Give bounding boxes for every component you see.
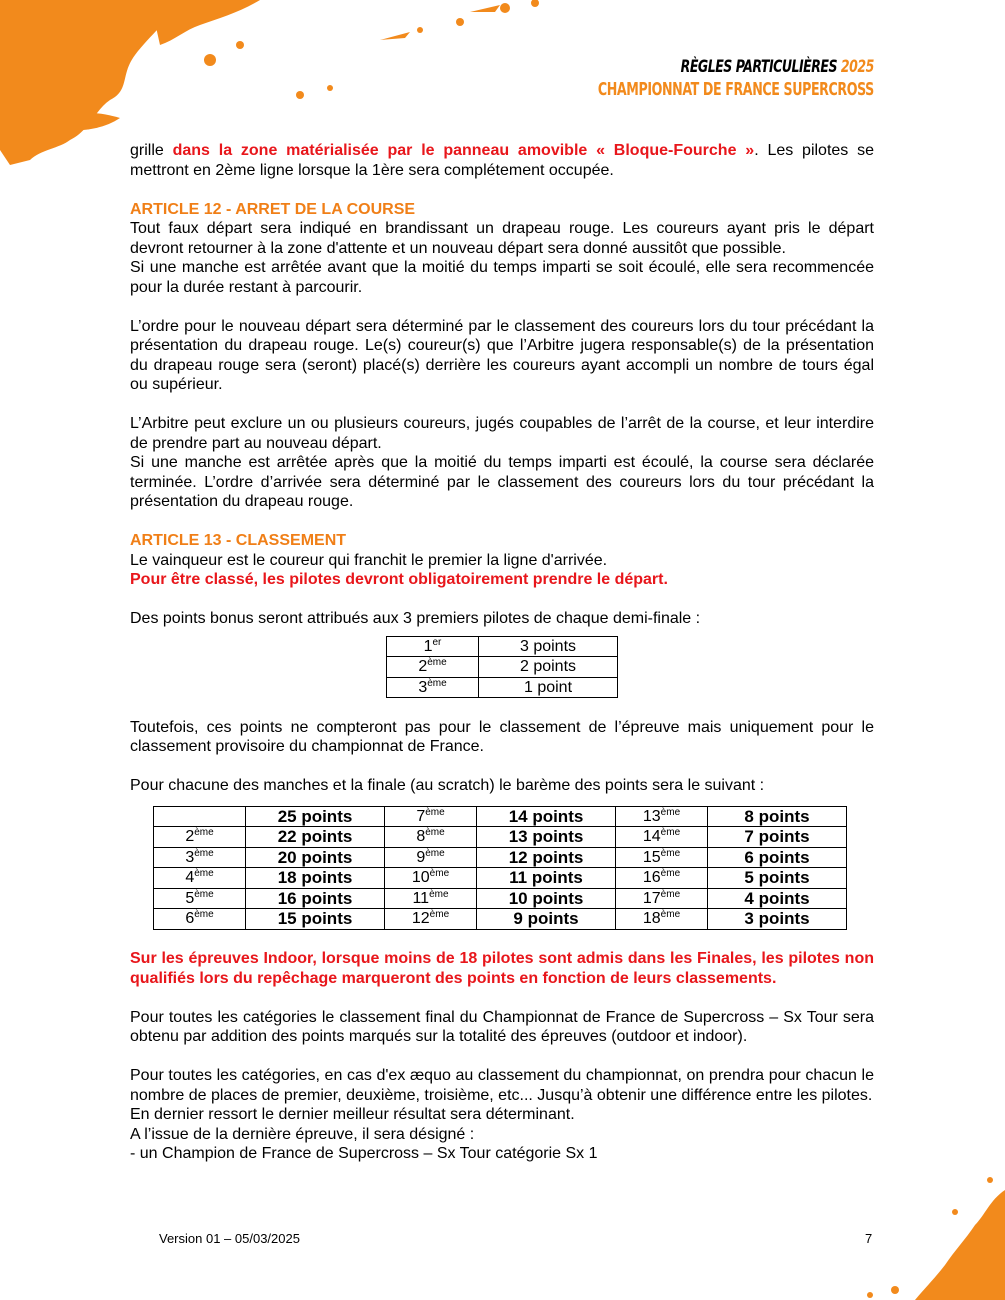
article-13-designation: A l’issue de la dernière épreuve, il sera désigné : [130,1125,475,1143]
points-cell: 18 points [246,868,385,889]
points-cell: 2 points [479,657,618,678]
article-12-paragraph-5: Si une manche est arrêtée après que la moitié du temps imparti est écoulé, la course sera déclarée terminée. L’ordre d’arrivée sera déterminé par le classement des coureurs lors du tour précédant la présentation du drapeau rouge. [130,454,874,510]
position-cell: 12ème [385,909,477,930]
points-cell: 14 points [477,806,616,827]
table-row [154,806,847,827]
article-12-title: ARTICLE 12 - ARRET DE LA COURSE [130,200,416,218]
position-cell: 5ème [154,888,246,909]
article-12-paragraph-3: L’ordre pour le nouveau départ sera déterminé par le classement des coureurs lors du tour précédant la présentation du drapeau rouge. Le(s) coureur(s) que l’Arbitre jugera responsable(s) de la présentation du drapeau rouge sera (seront) placé(s) derrière les coureurs ayant accompli un nombre de tours égal ou supérieur. [130,317,874,393]
position-cell: 7ème [385,806,477,827]
document-body [130,141,874,1164]
document-header [520,56,874,102]
article-12-paragraph-4: L’Arbitre peut exclure un ou plusieurs coureurs, jugés coupables de l’arrêt de la course, et leur interdire de prendre part au nouveau départ. [130,415,874,452]
position-cell: 15ème [616,847,708,868]
position-cell: 2ème [387,657,479,678]
article-13-bareme-intro: Pour chacune des manches et la finale (au scratch) le barème des points sera le suivant : [130,777,765,794]
points-cell: 13 points [477,827,616,848]
page-number: 7 [865,1231,873,1246]
points-cell: 4 points [708,888,847,909]
article-12-paragraph-2: Si une manche est arrêtée avant que la moitié du temps imparti se soit écoulé, elle sera recommencée pour la durée restant à parcourir. [130,259,874,296]
footer-version: Version 01 – 05/03/2025 [159,1231,300,1246]
article-13-title: ARTICLE 13 - CLASSEMENT [130,532,347,549]
position-cell: 9ème [385,847,477,868]
header-title [584,56,874,78]
table-row [387,677,618,698]
points-cell: 5 points [708,868,847,889]
article-13-champion-line: - un Champion de France de Supercross – Sx Tour catégorie Sx 1 [130,1145,598,1162]
points-cell: 3 points [708,909,847,930]
header-subtitle: CHAMPIONNAT DE FRANCE SUPERCROSS [597,79,874,100]
position-cell: 3ème [154,847,246,868]
points-cell: 10 points [477,888,616,909]
bonus-points-table [386,636,618,699]
article-13-bonus-intro: Des points bonus seront attribués aux 3 premiers pilotes de chaque demi-finale : [130,610,701,627]
points-cell: 11 points [477,868,616,889]
points-cell: 8 points [708,806,847,827]
table-row [154,888,847,909]
position-cell: 17ème [616,888,708,909]
position-cell: 6ème [154,909,246,930]
article-13-indoor-red-paragraph: Sur les épreuves Indoor, lorsque moins de 18 pilotes sont admis dans les Finales, les pilotes non qualifiés lors du repêchage marqueront des points en fonction de leurs classements. [130,950,874,987]
points-cell: 6 points [708,847,847,868]
points-cell: 12 points [477,847,616,868]
table-row [154,909,847,930]
points-cell: 20 points [246,847,385,868]
intro-text-end: . Les pilotes se mettront en 2ème ligne lorsque la 1ère sera complétement occupée. [130,142,875,179]
position-cell: 16ème [616,868,708,889]
position-cell [154,806,246,827]
position-cell: 18ème [616,909,708,930]
points-scale-table [153,806,847,930]
header-title-text: RÈGLES PARTICULIÈRES [680,57,838,77]
table-row [154,868,847,889]
table-row [387,657,618,678]
table-row [387,636,618,657]
position-cell: 8ème [385,827,477,848]
points-cell: 22 points [246,827,385,848]
position-cell: 2ème [154,827,246,848]
article-13-paragraph-toutefois: Toutefois, ces points ne compteront pas pour le classement de l’épreuve mais uniquement pour le classement provisoire du championnat de France. [130,718,874,755]
position-cell: 1er [387,636,479,657]
article-13-red-paragraph: Pour être classé, les pilotes devront obligatoirement prendre le départ. [130,571,668,588]
points-cell: 16 points [246,888,385,909]
article-13-ex-aequo-paragraph: Pour toutes les catégories, en cas d'ex æquo au classement du championnat, on prendra pour chacun le nombre de places de premier, deuxième, troisième, etc... Jusqu’à obtenir une différence entre les pilotes. [130,1067,874,1104]
article-13-final-ranking-paragraph: Pour toutes les catégories le classement final du Championnat de France de Supercross – Sx Tour sera obtenu par addition des points marqués sur la totalité des épreuves (outdoor et indoor). [130,1008,874,1045]
position-cell: 11ème [385,888,477,909]
points-cell: 9 points [477,909,616,930]
article-13-paragraph-1: Le vainqueur est le coureur qui franchit le premier la ligne d'arrivée. [130,551,608,569]
points-cell: 25 points [246,806,385,827]
points-cell: 3 points [479,636,618,657]
position-cell: 14ème [616,827,708,848]
table-row [154,847,847,868]
points-cell: 7 points [708,827,847,848]
position-cell: 3ème [387,677,479,698]
position-cell: 13ème [616,806,708,827]
position-cell: 10ème [385,868,477,889]
intro-paragraph [130,141,874,180]
article-12-paragraph-1: Tout faux départ sera indiqué en brandissant un drapeau rouge. Les coureurs ayant pris le départ devront retourner à la zone d'attente et un nouveau départ sera donné aussitôt que possible. [130,220,874,257]
points-cell: 1 point [479,677,618,698]
header-year: 2025 [841,57,874,77]
intro-red-text: dans la zone matérialisée par le panneau amovible « Bloque-Fourche » [172,142,755,159]
orange-brush-decoration-bottom [815,1170,1005,1300]
article-13-last-resort: En dernier ressort le dernier meilleur résultat sera déterminant. [130,1106,575,1123]
table-row [154,827,847,848]
intro-text-start: grille [130,142,173,159]
points-cell: 15 points [246,909,385,930]
position-cell: 4ème [154,868,246,889]
